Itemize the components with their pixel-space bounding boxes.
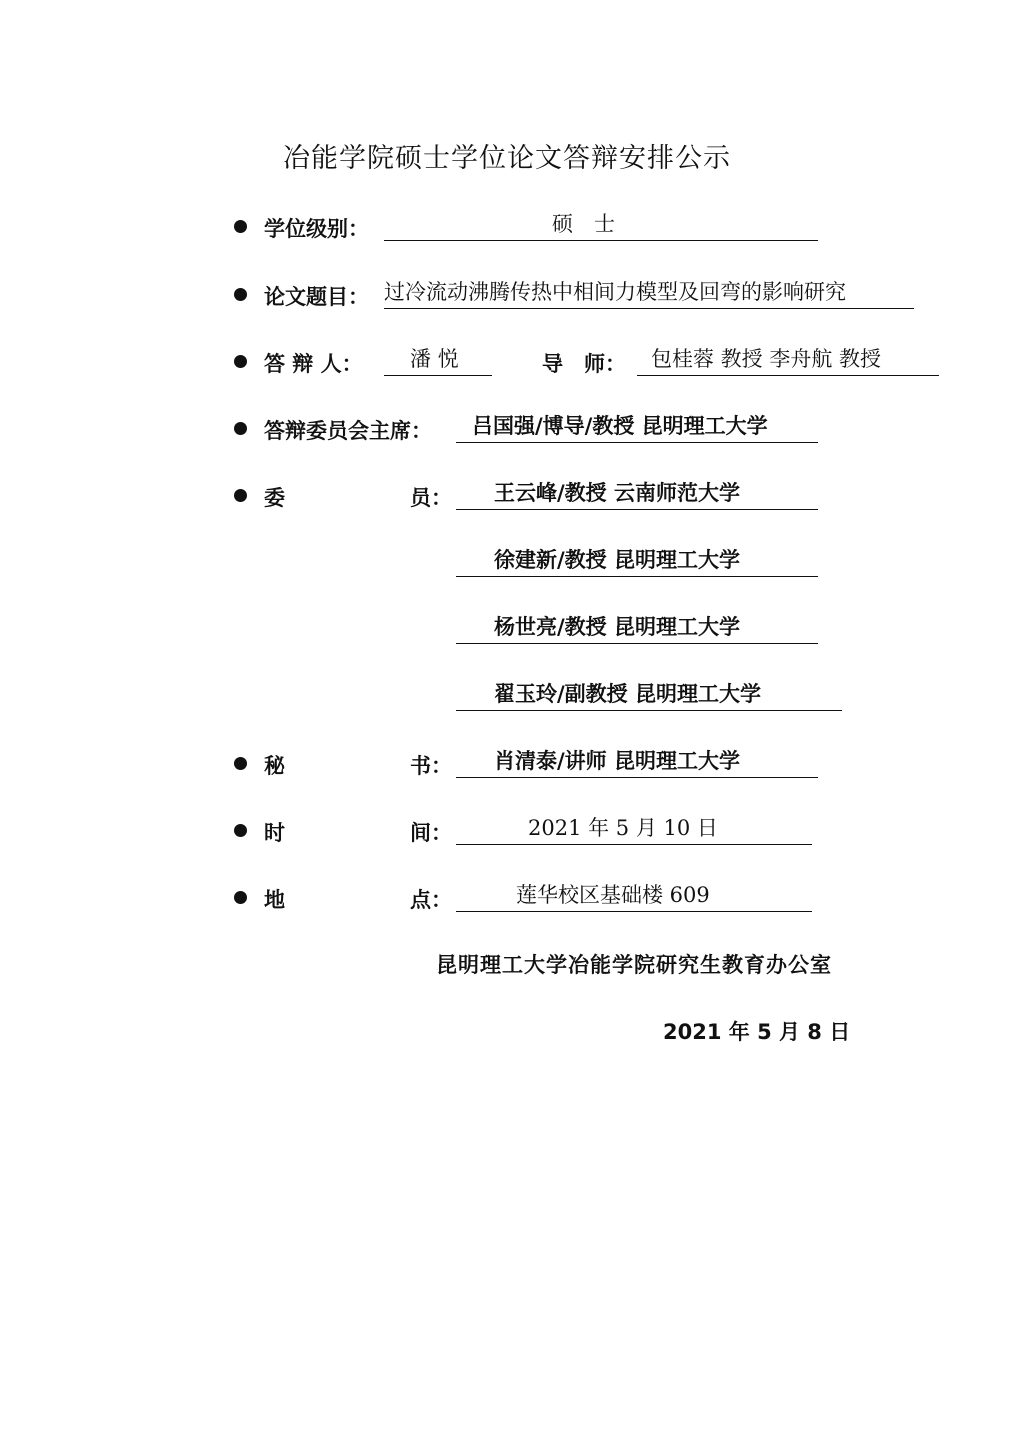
secretary-label-right: 书：	[410, 754, 452, 778]
bullet-icon	[234, 288, 247, 301]
member-field-3	[456, 613, 818, 644]
bullet-icon	[234, 422, 247, 435]
bullet-icon	[234, 757, 247, 770]
member-value: 王云峰/教授 云南师范大学	[494, 481, 740, 505]
place-label-left: 地	[264, 888, 285, 912]
time-value: 2021 年 5 月 10 日	[528, 816, 718, 840]
chair-label: 答辩委员会主席：	[264, 419, 432, 443]
member-field-1	[456, 479, 818, 510]
bullet-icon	[234, 891, 247, 904]
secretary-label-left: 秘	[264, 754, 285, 778]
member-value: 杨世亮/教授 昆明理工大学	[494, 615, 740, 639]
issuer-office: 昆明理工大学冶能学院研究生教育办公室	[436, 953, 832, 977]
degree-field	[384, 210, 818, 241]
degree-value: 硕 士	[552, 212, 615, 236]
place-value: 莲华校区基础楼 609	[516, 883, 710, 907]
chair-field	[456, 412, 818, 443]
time-label-right: 间：	[410, 821, 452, 845]
bullet-icon	[234, 220, 247, 233]
time-label-left: 时	[264, 821, 285, 845]
advisor-value: 包桂蓉 教授 李舟航 教授	[651, 347, 882, 371]
place-field	[456, 881, 812, 912]
member-value: 徐建新/教授 昆明理工大学	[494, 548, 740, 572]
members-label-left: 委	[264, 486, 285, 510]
member-value: 翟玉玲/副教授 昆明理工大学	[494, 682, 761, 706]
issue-date: 2021 年 5 月 8 日	[663, 1020, 851, 1044]
defender-label: 答 辩 人：	[264, 352, 363, 376]
bullet-icon	[234, 824, 247, 837]
member-field-4	[456, 680, 842, 711]
place-label-right: 点：	[410, 888, 452, 912]
thesis-title-value: 过冷流动沸腾传热中相间力模型及回弯的影响研究	[384, 280, 846, 304]
defender-value: 潘 悦	[410, 347, 459, 371]
degree-label: 学位级别：	[264, 217, 369, 241]
secretary-field	[456, 747, 818, 778]
advisor-label: 导 师：	[542, 352, 626, 376]
time-field	[456, 814, 812, 845]
member-field-2	[456, 546, 818, 577]
advisor-field	[637, 345, 939, 376]
bullet-icon	[234, 489, 247, 502]
thesis-field	[384, 278, 914, 309]
secretary-value: 肖清泰/讲师 昆明理工大学	[494, 749, 740, 773]
page-title: 冶能学院硕士学位论文答辩安排公示	[283, 143, 731, 174]
members-label-right: 员：	[410, 486, 452, 510]
chair-value: 吕国强/博导/教授 昆明理工大学	[472, 414, 768, 438]
bullet-icon	[234, 355, 247, 368]
thesis-label: 论文题目：	[264, 285, 369, 309]
defender-field	[384, 345, 492, 376]
